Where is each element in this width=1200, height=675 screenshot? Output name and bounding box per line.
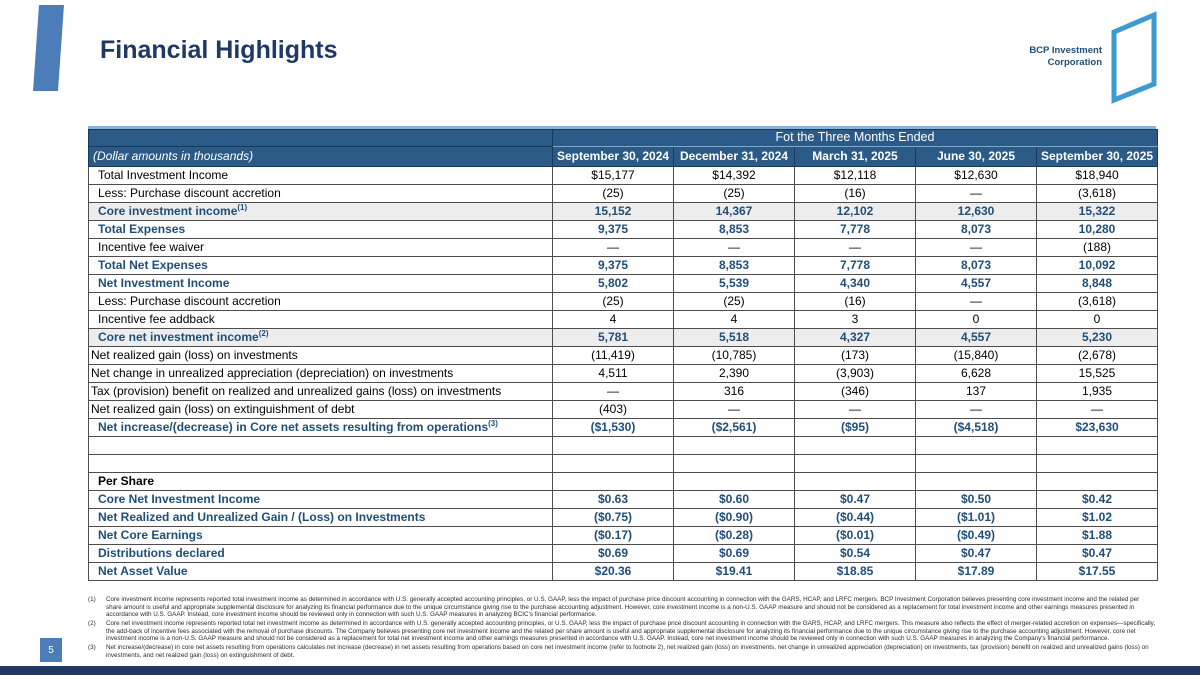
cell-value: $0.50 [916,491,1037,509]
cell-value: 7,778 [795,221,916,239]
cell-value: 7,778 [795,257,916,275]
footnote [88,596,1156,619]
cell-value: — [674,401,795,419]
cell-value: 10,280 [1037,221,1158,239]
cell-value: ($0.75) [553,509,674,527]
span-header-row [89,130,1158,147]
row-label: Incentive fee waiver [89,239,553,257]
footnote-number: (1) [88,596,96,603]
cell-value [553,473,674,491]
cell-value: $20.36 [553,563,674,581]
cell-value: (25) [553,185,674,203]
row-label: Total Investment Income [89,167,553,185]
cell-value [916,455,1037,473]
footnotes [88,596,1156,660]
table-row [89,491,1158,509]
cell-value [916,473,1037,491]
cell-value: 12,630 [916,203,1037,221]
cell-value: 4,327 [795,329,916,347]
cell-value: — [916,401,1037,419]
cell-value [1037,473,1158,491]
cell-value [916,437,1037,455]
cell-value: $0.42 [1037,491,1158,509]
cell-value: 15,152 [553,203,674,221]
cell-value: $12,630 [916,167,1037,185]
cell-value: 5,539 [674,275,795,293]
cell-value: $23,630 [1037,419,1158,437]
row-label [89,437,553,455]
cell-value: 8,848 [1037,275,1158,293]
table-row [89,527,1158,545]
column-header: September 30, 2024 [553,147,674,167]
page-title: Financial Highlights [100,36,338,64]
footnote [88,620,1156,643]
cell-value: 4 [674,311,795,329]
cell-value: $0.47 [795,491,916,509]
row-label: Net increase/(decrease) in Core net assets resulting from operations$^{(3)}$ [89,419,553,437]
table-row [89,401,1158,419]
logo-text [1029,45,1102,69]
cell-value: $0.69 [674,545,795,563]
row-label: Net Core Earnings [89,527,553,545]
cell-value: $18,940 [1037,167,1158,185]
cell-value: $1.88 [1037,527,1158,545]
row-label: Incentive fee addback [89,311,553,329]
cell-value: ($4,518) [916,419,1037,437]
row-label: Less: Purchase discount accretion [89,293,553,311]
cell-value: 0 [1037,311,1158,329]
cell-value: $0.47 [1037,545,1158,563]
cell-value: 15,525 [1037,365,1158,383]
cell-value [1037,437,1158,455]
cell-value [795,473,916,491]
row-label: Net Realized and Unrealized Gain / (Loss) on Investments [89,509,553,527]
bcp-square-logo-icon [1104,8,1162,106]
table-row [89,545,1158,563]
cell-value: (25) [674,185,795,203]
cell-value: (3,903) [795,365,916,383]
table-row [89,311,1158,329]
cell-value: $14,392 [674,167,795,185]
cell-value: — [916,239,1037,257]
logo-line1: BCP Investment [1029,45,1102,57]
cell-value: ($0.90) [674,509,795,527]
cell-value: (403) [553,401,674,419]
column-header-row [89,147,1158,167]
cell-value: (346) [795,383,916,401]
table-row [89,419,1158,437]
table-row [89,383,1158,401]
column-header: September 30, 2025 [1037,147,1158,167]
cell-value: (11,419) [553,347,674,365]
table-row [89,257,1158,275]
row-label: Less: Purchase discount accretion [89,185,553,203]
corner-span-cell [89,130,553,147]
cell-value: 5,802 [553,275,674,293]
company-logo [1029,8,1162,106]
cell-value: (173) [795,347,916,365]
cell-value: $0.54 [795,545,916,563]
table-row [89,221,1158,239]
spacer-row [89,437,1158,455]
cell-value: $0.60 [674,491,795,509]
cell-value: 4,340 [795,275,916,293]
cell-value: $1.02 [1037,509,1158,527]
cell-value: 1,935 [1037,383,1158,401]
cell-value: ($2,561) [674,419,795,437]
footnote-text: Core investment income represents reported total investment income as determined in accordance with U.S. generally accepted accounting principles, or U.S. GAAP, less the impact of purchase price discount accounting in connection with the GARS, HCAP, and LRFC mergers. BCP Investment Corporation believes presenting core investment income and the related per share amount is useful and appropriate supplemental disclosure for analyzing its financial performance due to the unique circumstance giving rise to the purchase accounting adjustment. However, core investment income is a non-U.S. GAAP measure and should not be considered as a replacement for total investment income and other earnings measures presented in accordance with U.S. GAAP. Instead, core investment income should be reviewed only in connection with such U.S. GAAP measures in analyzing BCIC's financial performance. [106,596,1140,619]
table-row [89,563,1158,581]
cell-value: 9,375 [553,257,674,275]
footnote [88,644,1156,659]
cell-value: $17.55 [1037,563,1158,581]
row-label: Net Asset Value [89,563,553,581]
cell-value: 5,230 [1037,329,1158,347]
cell-value: — [795,401,916,419]
table-row [89,347,1158,365]
cell-value: 12,102 [795,203,916,221]
table-row [89,203,1158,221]
cell-value: (25) [553,293,674,311]
table-body [89,167,1158,581]
cell-value: ($0.49) [916,527,1037,545]
cell-value [1037,455,1158,473]
cell-value: — [795,239,916,257]
cell-value: (2,678) [1037,347,1158,365]
row-label: Total Net Expenses [89,257,553,275]
financial-table-wrap [88,126,1156,581]
column-header: December 31, 2024 [674,147,795,167]
logo-line2: Corporation [1047,57,1102,68]
cell-value: 8,853 [674,257,795,275]
cell-value: 4,511 [553,365,674,383]
row-label: Core Net Investment Income [89,491,553,509]
cell-value: $19.41 [674,563,795,581]
footnote-number: (3) [88,644,96,652]
footnote-text: Core net investment income represents reported total net investment income as determined in accordance with U.S. generally accepted accounting principles, or U.S. GAAP, less the impact of purchase price discount accounting in connection with the GARS, HCAP, and LRFC mergers. This measure also reflects the effect of merger-related accretion on expenses—specifically, the add-back of incentive fees associated with the removal of purchase discounts. The Company believes presenting core net investment income and the related per share amount is useful and appropriate supplemental disclosure for analyzing its financial performance due to the unique circumstance giving rise to the purchase accounting adjustment. However, core net investment income is a non-U.S. GAAP measure and should not be considered as a replacement for total net investment income and other earnings measures presented in accordance with U.S. GAAP. Instead, core net investment income should be reviewed only in connection with such U.S. GAAP measures in analyzing the Company's financial performance. [106,620,1156,643]
table-row [89,293,1158,311]
cell-value: 5,781 [553,329,674,347]
span-header: Fot the Three Months Ended [553,130,1158,147]
column-header: March 31, 2025 [795,147,916,167]
cell-value: ($0.28) [674,527,795,545]
footnote-text: Net increase/(decrease) in core net assets resulting from operations calculates net increase (decrease) in net assets resulting from operations based on core net investment income (refer to footnote 2), net realized gain (loss) on investments, net change in unrealized appreciation (depreciation) on investments, tax (provision) benefit on realized and unrealized gains (loss) on investments, and net realized gain (loss) on extinguishment of debt. [106,644,1149,659]
cell-value: 14,367 [674,203,795,221]
cell-value: (16) [795,185,916,203]
cell-value: (188) [1037,239,1158,257]
cell-value: 4,557 [916,275,1037,293]
cell-value: (25) [674,293,795,311]
cell-value: 3 [795,311,916,329]
cell-value: (3,618) [1037,293,1158,311]
cell-value: $0.69 [553,545,674,563]
table-row [89,329,1158,347]
cell-value: 4,557 [916,329,1037,347]
bottom-bar [0,666,1200,675]
footnote-number: (2) [88,620,96,628]
cell-value: 5,518 [674,329,795,347]
cell-value: 137 [916,383,1037,401]
cell-value: 15,322 [1037,203,1158,221]
table-header [89,130,1158,167]
cell-value: $0.63 [553,491,674,509]
cell-value: 2,390 [674,365,795,383]
page-number: 5 [40,638,62,662]
row-label: Core investment income$^{(1)}$ [89,203,553,221]
row-label: Total Expenses [89,221,553,239]
column-header: June 30, 2025 [916,147,1037,167]
spacer-row [89,455,1158,473]
accent-bar [33,5,64,91]
cell-value: 10,092 [1037,257,1158,275]
row-label: Net change in unrealized appreciation (depreciation) on investments [89,365,553,383]
row-label: Net Investment Income [89,275,553,293]
cell-value: 8,073 [916,257,1037,275]
cell-value [674,437,795,455]
row-label: Net realized gain (loss) on investments [89,347,553,365]
cell-value: $15,177 [553,167,674,185]
cell-value: $12,118 [795,167,916,185]
corner-label: (Dollar amounts in thousands) [89,147,553,167]
cell-value: $0.47 [916,545,1037,563]
cell-value [674,473,795,491]
cell-value: ($95) [795,419,916,437]
cell-value: $18.85 [795,563,916,581]
table-row [89,167,1158,185]
cell-value: 8,073 [916,221,1037,239]
row-label: Distributions declared [89,545,553,563]
cell-value: 0 [916,311,1037,329]
row-label: Net realized gain (loss) on extinguishment of debt [89,401,553,419]
cell-value: (3,618) [1037,185,1158,203]
cell-value: ($0.17) [553,527,674,545]
cell-value: ($1.01) [916,509,1037,527]
cell-value: — [674,239,795,257]
cell-value: 6,628 [916,365,1037,383]
cell-value: 316 [674,383,795,401]
cell-value: ($0.44) [795,509,916,527]
table-row [89,365,1158,383]
row-label: Core net investment income$^{(2)}$ [89,329,553,347]
cell-value: — [916,185,1037,203]
cell-value [674,455,795,473]
row-label: Per Share [89,473,553,491]
cell-value [553,455,674,473]
table-row [89,275,1158,293]
cell-value: ($0.01) [795,527,916,545]
table-row [89,239,1158,257]
cell-value: (15,840) [916,347,1037,365]
cell-value: (10,785) [674,347,795,365]
cell-value [553,437,674,455]
row-label: Tax (provision) benefit on realized and unrealized gains (loss) on investments [89,383,553,401]
table-row [89,509,1158,527]
cell-value: (16) [795,293,916,311]
cell-value: ($1,530) [553,419,674,437]
cell-value [795,455,916,473]
cell-value: 8,853 [674,221,795,239]
cell-value: — [916,293,1037,311]
cell-value: — [1037,401,1158,419]
financial-highlights-table [88,129,1158,581]
table-row [89,185,1158,203]
cell-value: 9,375 [553,221,674,239]
cell-value: — [553,383,674,401]
cell-value: 4 [553,311,674,329]
cell-value [795,437,916,455]
cell-value: — [553,239,674,257]
cell-value: $17.89 [916,563,1037,581]
table-row [89,473,1158,491]
row-label [89,455,553,473]
